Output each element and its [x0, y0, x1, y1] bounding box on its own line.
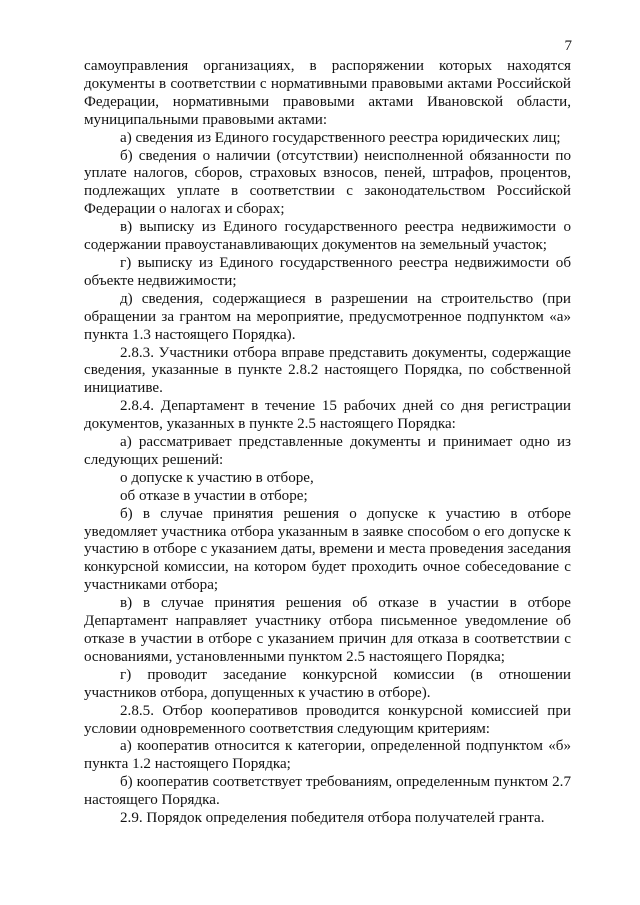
paragraph: 2.9. Порядок определения победителя отбора получателей гранта. — [120, 810, 545, 827]
paragraph: 2.8.3. Участники отбора вправе представить документы, содержащие сведения, указанные в пункте 2.8.2 настоящего Порядка, по собственной инициативе. — [84, 344, 571, 397]
paragraph: об отказе в участии в отборе; — [120, 487, 308, 504]
paragraph: о допуске к участию в отборе, — [120, 469, 314, 486]
paragraph: в) выписку из Единого государственного реестра недвижимости о содержании правоустанавливающих документов на земельный участок; — [84, 219, 571, 254]
paragraph: б) сведения о наличии (отсутствии) неисполненной обязанности по уплате налогов, сборов, страховых взносов, пеней, штрафов, процентов, подлежащих уплате в соответствии с законодательством Российской Федерации о налогах и сборах; — [84, 147, 571, 218]
paragraph: 2.8.4. Департамент в течение 15 рабочих дней со дня регистрации документов, указанных в пункте 2.5 настоящего Порядка: — [84, 398, 571, 433]
paragraph: г) выписку из Единого государственного реестра недвижимости об объекте недвижимости; — [84, 254, 571, 289]
paragraph: б) в случае принятия решения о допуске к участию в отборе уведомляет участника отбора указанным в заявке способом о его допуске к участию в отборе с указанием даты, времени и места проведения заседания конкурсной комиссии, на котором будет проходить очное собеседование с участниками отбора; — [84, 505, 571, 594]
paragraph: самоуправления организациях, в распоряжении которых находятся документы в соответствии с нормативными правовыми актами Российской Федерации, нормативными правовыми актами Ивановской области, муниципальными правовыми актами: — [84, 58, 571, 128]
paragraph: 2.8.5. Отбор кооперативов проводится конкурсной комиссией при условии одновременного соответствия следующим критериям: — [84, 702, 571, 737]
document-body — [84, 58, 571, 828]
paragraph: в) в случае принятия решения об отказе в участии в отборе Департамент направляет участнику отбора письменное уведомление об отказе в участии в отборе с указанием причин для отказа в соответствии с основаниями, установленными пунктом 2.5 настоящего Порядка; — [84, 595, 571, 665]
paragraph: г) проводит заседание конкурсной комиссии (в отношении участников отбора, допущенных к участию в отборе). — [84, 666, 571, 701]
paragraph: д) сведения, содержащиеся в разрешении на строительство (при обращении за грантом на мероприятие, предусмотренное подпунктом «а» пункта 1.3 настоящего Порядка). — [84, 290, 571, 343]
paragraph: б) кооператив соответствует требованиям, определенным пунктом 2.7 настоящего Порядка. — [84, 774, 571, 809]
paragraph: а) кооператив относится к категории, определенной подпунктом «б» пункта 1.2 настоящего Порядка; — [84, 738, 571, 773]
page-number: 7 — [564, 38, 572, 54]
paragraph: а) сведения из Единого государственного реестра юридических лиц; — [120, 129, 561, 146]
paragraph: а) рассматривает представленные документы и принимает одно из следующих решений: — [84, 434, 571, 468]
